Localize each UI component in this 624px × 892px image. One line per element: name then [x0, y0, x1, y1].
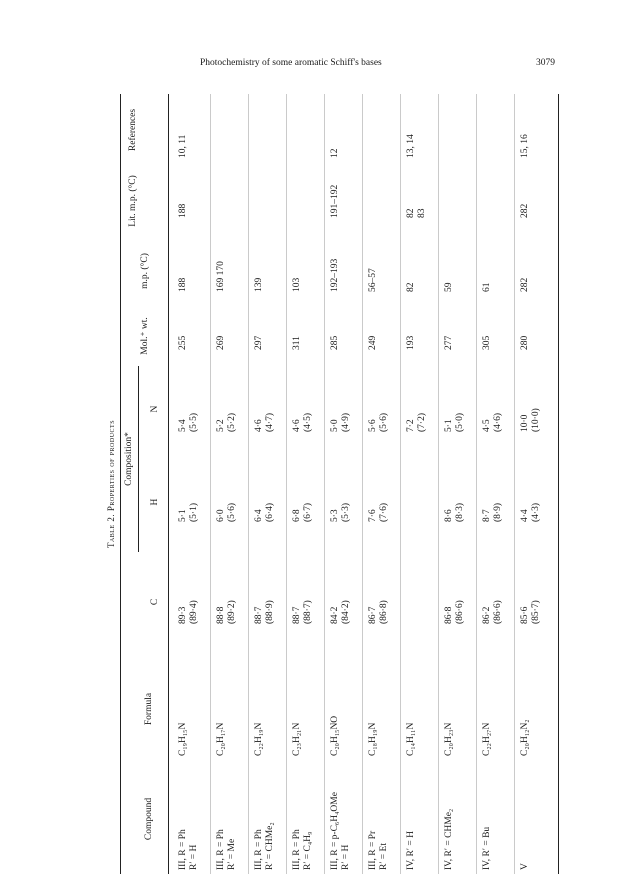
row-separator	[514, 94, 515, 874]
table-top-rule	[120, 94, 121, 874]
cell-n: 4·5 (4·6)	[482, 413, 504, 432]
cell-n: 10·0 (10·0)	[520, 408, 542, 432]
cell-c: 88·7 (88·9)	[254, 600, 276, 624]
cell-n: 5·6 (5·6)	[368, 413, 390, 432]
cell-compound: III, R = Pr R′ = Et	[368, 830, 390, 870]
table-bottom-rule	[558, 94, 559, 874]
header-h: H	[150, 498, 160, 506]
cell-compound: IV, R′ = H	[406, 831, 416, 870]
cell-mp: 139	[254, 277, 264, 292]
cell-formula: C₂₀H₁₂N₂	[520, 719, 530, 756]
row-separator	[286, 94, 287, 874]
cell-references: 12	[330, 148, 340, 158]
cell-c: 84·2 (84·2)	[330, 600, 352, 624]
cell-mol-wt: 305	[482, 335, 492, 350]
cell-n: 5·1 (5·0)	[444, 413, 466, 432]
cell-mol-wt: 285	[330, 335, 340, 350]
table-header-rule	[168, 94, 169, 874]
cell-h: 8·7 (8·9)	[482, 503, 504, 522]
row-separator	[210, 94, 211, 874]
cell-c: 89·3 (89·4)	[178, 600, 200, 624]
cell-h: 6·0 (5·6)	[216, 503, 238, 522]
header-n: N	[150, 405, 160, 413]
rotated-table-frame	[104, 94, 560, 874]
cell-c: 85·6 (85·7)	[520, 600, 542, 624]
cell-mol-wt: 311	[292, 336, 302, 350]
cell-h: 7·6 (7·6)	[368, 503, 390, 522]
row-separator	[362, 94, 363, 874]
cell-lit-mp: 191–192	[330, 184, 340, 218]
cell-mol-wt: 297	[254, 335, 264, 350]
cell-n: 5·2 (5·2)	[216, 413, 238, 432]
cell-mp: 56–57	[368, 268, 378, 292]
cell-mp: 282	[520, 277, 530, 292]
header-mp: m.p. (°C)	[140, 253, 150, 289]
header-composition: Composition*	[124, 432, 134, 486]
cell-mp: 61	[482, 282, 492, 292]
cell-c: 88·8 (89·2)	[216, 600, 238, 624]
cell-compound: IV, R′ = CHMe₂	[444, 808, 454, 870]
cell-mp: 192–193	[330, 258, 340, 292]
cell-mp: 188	[178, 277, 188, 292]
cell-n: 4·6 (4·5)	[292, 413, 314, 432]
cell-h: 4·4 (4·3)	[520, 503, 542, 522]
cell-mp: 169 170	[216, 261, 226, 292]
row-separator	[248, 94, 249, 874]
cell-c: 86·8 (86·6)	[444, 600, 466, 624]
cell-h: 5·1 (5·1)	[178, 503, 200, 522]
cell-h: 8·6 (8·3)	[444, 503, 466, 522]
cell-c: 86·2 (86·6)	[482, 600, 504, 624]
cell-mp: 59	[444, 282, 454, 292]
header-references: References	[128, 108, 138, 152]
cell-mol-wt: 249	[368, 335, 378, 350]
row-separator	[324, 94, 325, 874]
header-c: C	[150, 598, 160, 606]
cell-compound: IV, R′ = Bu	[482, 826, 492, 870]
cell-formula: C₁₉H₁₅N	[178, 722, 188, 756]
cell-h: 6·8 (6·7)	[292, 503, 314, 522]
cell-compound: III, R = Ph R′ = H	[178, 829, 200, 870]
cell-formula: C₂₀H₂₃N	[444, 722, 454, 756]
cell-formula: C₂₀H₁₅NO	[330, 715, 340, 756]
cell-compound: III, R = Ph R′ = C₄H₉	[292, 829, 314, 870]
cell-n: 5·0 (4·9)	[330, 413, 352, 432]
cell-mol-wt: 280	[520, 335, 530, 350]
cell-references: 13, 14	[406, 134, 416, 158]
cell-lit-mp: 188	[178, 203, 188, 218]
cell-mol-wt: 193	[406, 335, 416, 350]
table-title: Table 2. Properties of products	[106, 419, 116, 549]
cell-formula: C₁₈H₁₉N	[368, 722, 378, 756]
cell-lit-mp: 282	[520, 203, 530, 218]
cell-formula: C₂₃H₂₁N	[292, 722, 302, 756]
cell-mol-wt: 269	[216, 335, 226, 350]
cell-compound: III, R = Ph R′ = Me	[216, 829, 238, 870]
row-separator	[400, 94, 401, 874]
properties-table	[104, 94, 560, 874]
cell-n: 4·6 (4·7)	[254, 413, 276, 432]
cell-formula: C₂₂H₂₇N	[482, 722, 492, 756]
cell-formula: C₂₂H₁₉N	[254, 722, 264, 756]
page-number: 3079	[536, 58, 555, 68]
cell-compound: III, R = p-C₆H₄OMe R′ = H	[330, 792, 352, 870]
cell-mol-wt: 277	[444, 335, 454, 350]
header-lit-mp: Lit. m.p. (°C)	[128, 175, 138, 227]
cell-references: 10, 11	[178, 134, 188, 158]
row-separator	[438, 94, 439, 874]
row-separator	[476, 94, 477, 874]
cell-n: 7·2 (7·2)	[406, 413, 428, 432]
cell-h: 6·4 (6·4)	[254, 503, 276, 522]
cell-formula: C₁₄H₁₁N	[406, 722, 416, 756]
cell-n: 5·4 (5·5)	[178, 413, 200, 432]
cell-mol-wt: 255	[178, 335, 188, 350]
cell-c: 86·7 (86·8)	[368, 600, 390, 624]
cell-h: 5·3 (5·3)	[330, 503, 352, 522]
cell-compound: V	[520, 863, 530, 870]
header-formula: Formula	[144, 692, 154, 726]
running-head: Photochemistry of some aromatic Schiff's bases	[200, 58, 382, 68]
cell-compound: III, R = Ph R′ = CHMe₂	[254, 822, 276, 870]
header-mol-wt: Mol.⁺ wt.	[140, 317, 150, 355]
cell-c: 88·7 (88·7)	[292, 600, 314, 624]
cell-mp: 82	[406, 282, 416, 292]
cell-references: 15, 16	[520, 134, 530, 158]
cell-mp: 103	[292, 277, 302, 292]
header-compound: Compound	[144, 797, 154, 841]
composition-rule	[138, 366, 139, 552]
cell-lit-mp: 82 83	[406, 208, 428, 218]
cell-formula: C₂₀H₁₇N	[216, 722, 226, 756]
